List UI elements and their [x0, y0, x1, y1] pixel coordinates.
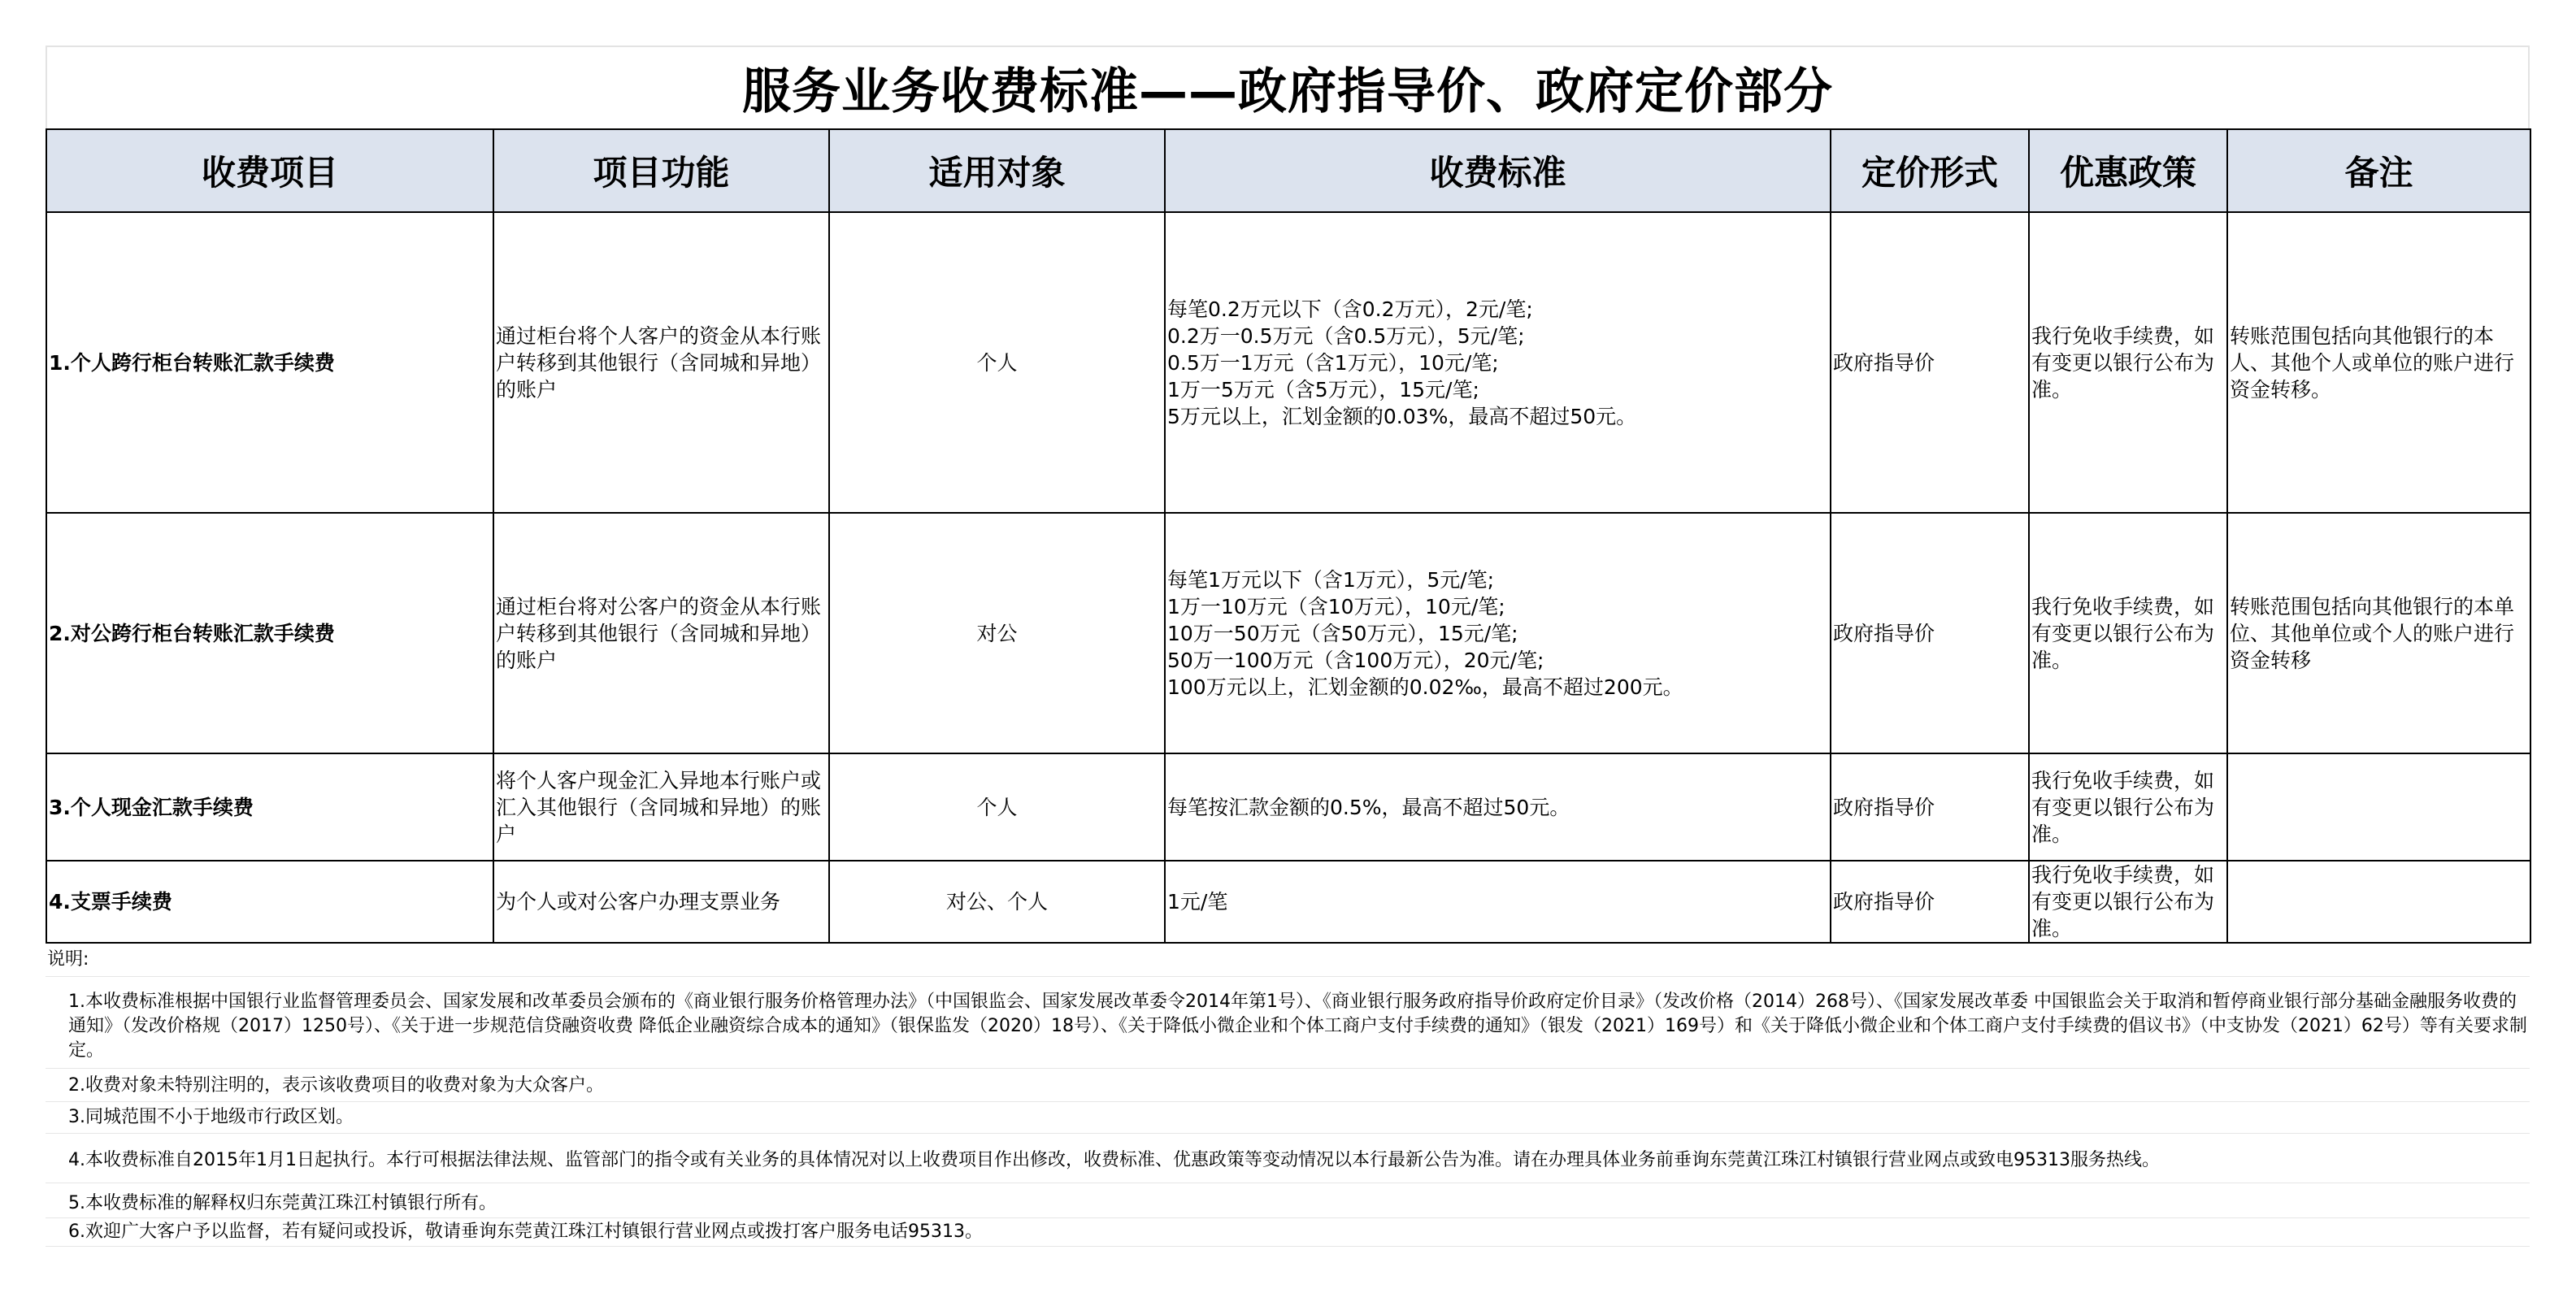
page-title: 服务业务收费标准——政府指导价、政府定价部分 [46, 46, 2530, 128]
fee-table [46, 128, 2531, 944]
fee-function: 通过柜台将个人客户的资金从本行账户转移到其他银行（含同城和异地）的账户 [493, 212, 829, 513]
standard-line: 每笔按汇款金额的0.5%，最高不超过50元。 [1167, 795, 1570, 819]
fee-target: 个人 [829, 212, 1165, 513]
header-function: 项目功能 [493, 129, 829, 212]
note-text: 3.同城范围不小于地级市行政区划。 [68, 1107, 354, 1127]
table-header-row [46, 129, 2530, 212]
note-text: 2.收费对象未特别注明的，表示该收费项目的收费对象为大众客户。 [68, 1075, 604, 1096]
fee-remark [2227, 861, 2530, 943]
standard-line: 100万元以上，汇划金额的0.02‰，最高不超过200元。 [1167, 675, 1683, 699]
fee-standard [1165, 513, 1831, 753]
note-text: 6.欢迎广大客户予以监督，若有疑问或投诉，敬请垂询东莞黄江珠江村镇银行营业网点或拨打客户服务电话95313。 [68, 1222, 983, 1242]
fee-item: 1.个人跨行柜台转账汇款手续费 [46, 212, 493, 513]
fee-pricing: 政府指导价 [1831, 861, 2029, 943]
fee-target: 对公、个人 [829, 861, 1165, 943]
header-target: 适用对象 [829, 129, 1165, 212]
fee-function: 将个人客户现金汇入异地本行账户或汇入其他银行（含同城和异地）的账户 [493, 753, 829, 861]
fee-remark: 转账范围包括向其他银行的本人、其他个人或单位的账户进行资金转移。 [2227, 212, 2530, 513]
fee-remark [2227, 753, 2530, 861]
fee-item: 4.支票手续费 [46, 861, 493, 943]
standard-line: 每笔1万元以下（含1万元），5元/笔; [1167, 567, 1495, 592]
table-row [46, 753, 2530, 861]
note-item [46, 977, 2530, 1069]
header-standard: 收费标准 [1165, 129, 1831, 212]
header-remark: 备注 [2227, 129, 2530, 212]
fee-standard [1165, 861, 1831, 943]
standard-line: 1万一10万元（含10万元），10元/笔; [1167, 594, 1505, 618]
table-row [46, 212, 2530, 513]
note-item [46, 1134, 2530, 1183]
note-item [46, 1069, 2530, 1102]
fee-pricing: 政府指导价 [1831, 753, 2029, 861]
standard-line: 每笔0.2万元以下（含0.2万元），2元/笔; [1167, 297, 1533, 321]
fee-standard [1165, 753, 1831, 861]
fee-discount: 我行免收手续费，如有变更以银行公布为准。 [2029, 513, 2227, 753]
fee-target: 个人 [829, 753, 1165, 861]
fee-target: 对公 [829, 513, 1165, 753]
table-row [46, 861, 2530, 943]
notes-section [46, 944, 2530, 1247]
standard-line: 10万一50万元（含50万元），15元/笔; [1167, 621, 1518, 645]
fee-discount: 我行免收手续费，如有变更以银行公布为准。 [2029, 212, 2227, 513]
fee-item: 3.个人现金汇款手续费 [46, 753, 493, 861]
fee-pricing: 政府指导价 [1831, 212, 2029, 513]
fee-item: 2.对公跨行柜台转账汇款手续费 [46, 513, 493, 753]
note-item [46, 1218, 2530, 1247]
standard-line: 0.2万一0.5万元（含0.5万元），5元/笔; [1167, 323, 1525, 348]
standard-line: 5万元以上，汇划金额的0.03%，最高不超过50元。 [1167, 404, 1637, 428]
fee-discount: 我行免收手续费，如有变更以银行公布为准。 [2029, 861, 2227, 943]
note-text: 5.本收费标准的解释权归东莞黄江珠江村镇银行所有。 [68, 1193, 497, 1213]
fee-standard [1165, 212, 1831, 513]
header-discount: 优惠政策 [2029, 129, 2227, 212]
header-pricing: 定价形式 [1831, 129, 2029, 212]
notes-label: 说明: [46, 944, 2530, 977]
note-text: 1.本收费标准根据中国银行业监督管理委员会、国家发展和改革委员会颁布的《商业银行服务价格管理办法》（中国银监会、国家发展改革委令2014年第1号）、《商业银行服务政府指导价政府定价目录》（发改价格（2014）268号）、《国家发展改革委 中国银监会关于取消和暂停商业银行部分基础金融服务收费的通知》（发改价格规（2017）1250号）、《关于进一步规范信贷融资收费 降低企业融资综合成本的通知》（银保监发（2020）18号）、《关于降低小微企业和个体工商户支付手续费的通知》（银发（2021）169号）和《关于降低小微企业和个体工商户支付手续费的倡议书》（中支协发（2021）62号）等有关要求制定。 [68, 992, 2527, 1061]
note-text: 4.本收费标准自2015年1月1日起执行。本行可根据法律法规、监管部门的指令或有关业务的具体情况对以上收费项目作出修改，收费标准、优惠政策等变动情况以本行最新公告为准。请在办理具体业务前垂询东莞黄江珠江村镇银行营业网点或致电95313服务热线。 [68, 1150, 2160, 1170]
fee-sheet [46, 46, 2530, 1247]
fee-pricing: 政府指导价 [1831, 513, 2029, 753]
table-row [46, 513, 2530, 753]
header-fee-item: 收费项目 [46, 129, 493, 212]
standard-line: 1万一5万元（含5万元），15元/笔; [1167, 377, 1479, 401]
standard-line: 50万一100万元（含100万元），20元/笔; [1167, 648, 1544, 672]
note-item [46, 1102, 2530, 1134]
standard-line: 0.5万一1万元（含1万元），10元/笔; [1167, 350, 1499, 375]
fee-function: 通过柜台将对公客户的资金从本行账户转移到其他银行（含同城和异地）的账户 [493, 513, 829, 753]
standard-line: 1元/笔 [1167, 890, 1228, 914]
note-item [46, 1183, 2530, 1218]
fee-remark: 转账范围包括向其他银行的本单位、其他单位或个人的账户进行资金转移 [2227, 513, 2530, 753]
fee-function: 为个人或对公客户办理支票业务 [493, 861, 829, 943]
fee-discount: 我行免收手续费，如有变更以银行公布为准。 [2029, 753, 2227, 861]
